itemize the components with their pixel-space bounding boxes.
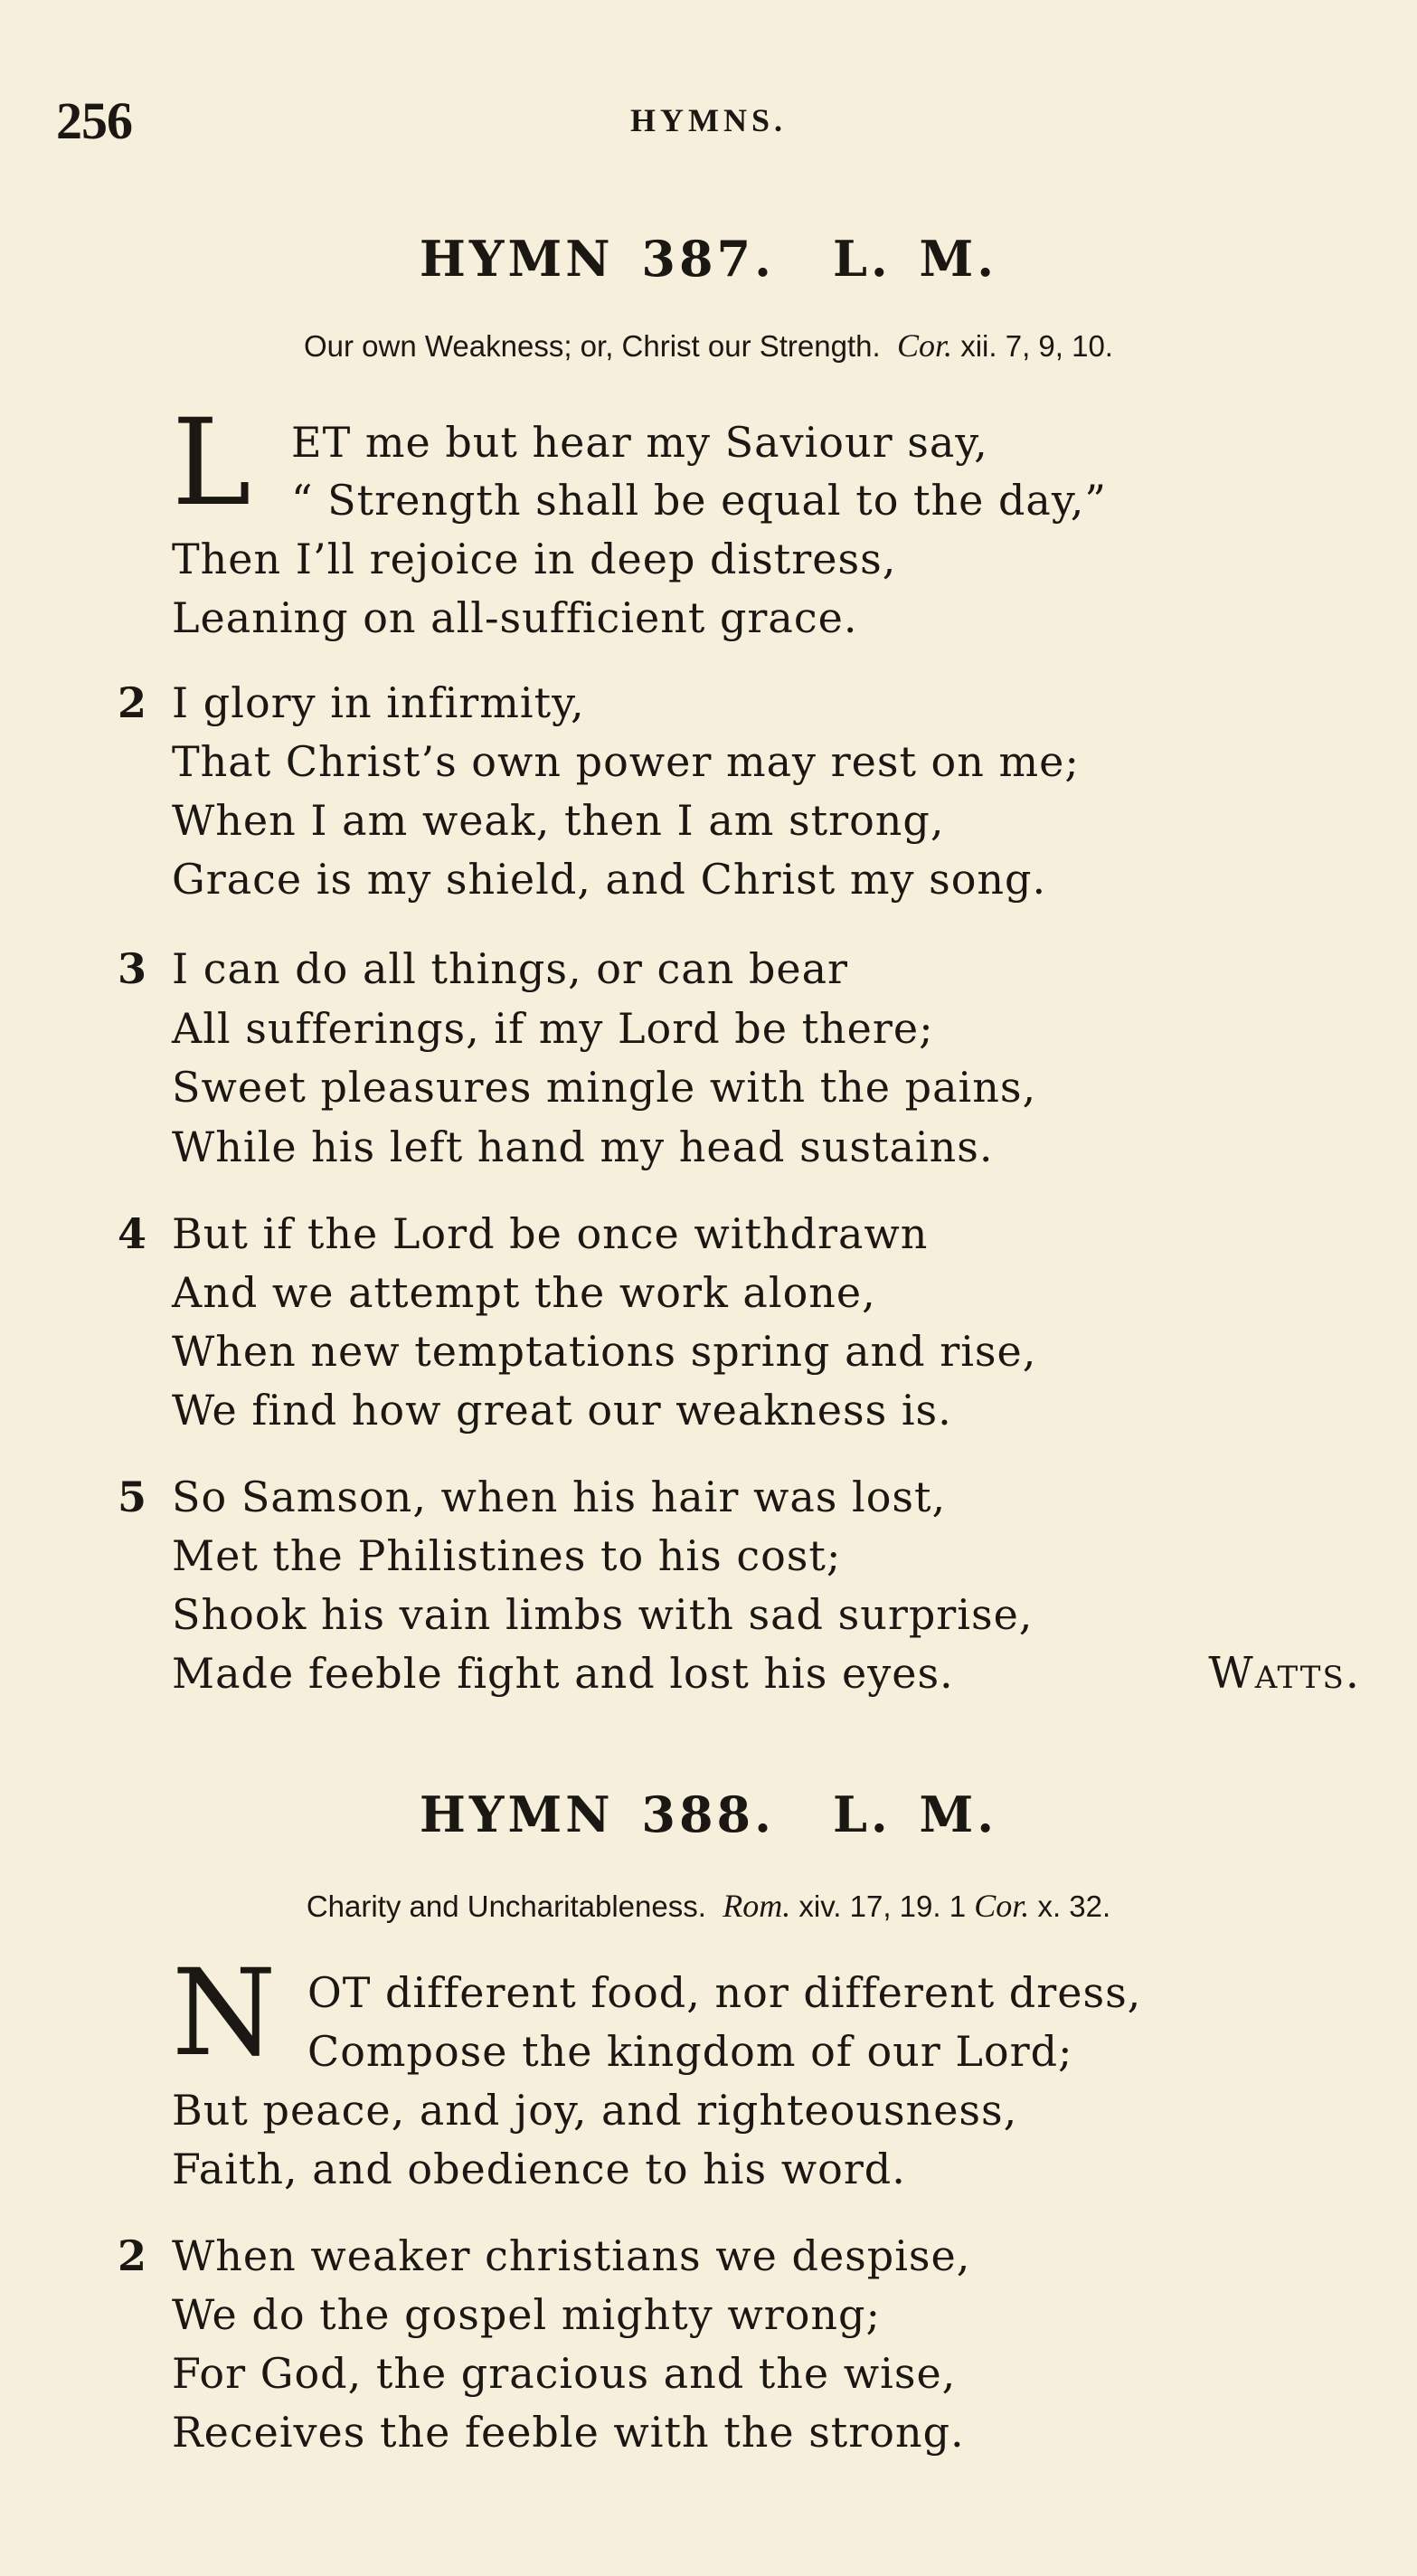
verse-line: Sweet pleasures mingle with the pains, (172, 1063, 1037, 1112)
verse-line: Met the Philistines to his cost; (172, 1531, 842, 1580)
verse-line: But if the Lord be once withdrawn (172, 1209, 929, 1258)
verse-line: Leaning on all-sufficient grace. (172, 593, 858, 642)
verse-line: That Christ’s own power may rest on me; (172, 737, 1080, 786)
verse-line: Receives the feeble with the strong. (172, 2408, 965, 2457)
verse-line: But peace, and joy, and righteousness, (172, 2086, 1018, 2135)
hymn-number: HYMN 388. (419, 1785, 775, 1843)
verse-line: OT different food, nor different dress, (307, 1968, 1142, 2017)
subtitle-topic: Our own Weakness; or, Christ our Strength. (304, 329, 881, 363)
subtitle-book: Cor. (897, 327, 953, 364)
hymn-meter: L. M. (832, 230, 998, 288)
verse-line: Made feeble fight and lost his eyes. (172, 1649, 954, 1698)
drop-cap-N: N (172, 1944, 277, 2083)
running-head: HYMNS. (630, 102, 787, 138)
verse-line: All sufferings, if my Lord be there; (172, 1004, 934, 1053)
verse-line: Then I’ll rejoice in deep distress, (172, 535, 897, 583)
hymn-author: Watts. (1208, 1648, 1361, 1699)
verse-line: When new temptations spring and rise, (172, 1327, 1037, 1376)
stanza-number: 2 (118, 678, 147, 727)
drop-cap-L: L (172, 393, 251, 533)
stanza-number: 5 (118, 1473, 147, 1521)
verse-line: When weaker christians we despise, (172, 2231, 971, 2280)
verse-line: While his left hand my head sustains. (172, 1122, 994, 1171)
verse-line: Faith, and obedience to his word. (172, 2145, 906, 2193)
hymn-meter: L. M. (832, 1785, 998, 1843)
subtitle-verses: xiv. 17, 19. 1 (798, 1889, 967, 1923)
stanza-number: 3 (118, 944, 147, 993)
subtitle-verses: xii. 7, 9, 10. (960, 329, 1113, 363)
hymn-number: HYMN 387. (419, 230, 775, 288)
hymn-387-subtitle (0, 327, 1417, 365)
verse-line: Shook his vain limbs with sad surprise, (172, 1590, 1034, 1639)
hymn-388-title (0, 1785, 1417, 1843)
verse-line: Compose the kingdom of our Lord; (307, 2027, 1073, 2076)
verse-line: For God, the gracious and the wise, (172, 2349, 957, 2398)
hymn-387-title (0, 230, 1417, 288)
page-number: 256 (56, 91, 132, 150)
verse-line: We do the gospel mighty wrong; (172, 2290, 881, 2339)
verse-line: I can do all things, or can bear (172, 944, 849, 993)
hymn-388-subtitle (0, 1887, 1417, 1925)
subtitle-book-2: Cor. (974, 1888, 1030, 1924)
verse-line: So Samson, when his hair was lost, (172, 1473, 947, 1521)
verse-line: And we attempt the work alone, (172, 1268, 876, 1317)
stanza-number: 2 (118, 2231, 147, 2280)
verse-line: I glory in infirmity, (172, 678, 585, 727)
verse-line: When I am weak, then I am strong, (172, 796, 945, 845)
stanza-number: 4 (118, 1209, 147, 1258)
verse-line: We find how great our weakness is. (172, 1386, 952, 1435)
verse-line: ET me but hear my Saviour say, (291, 418, 988, 467)
verse-line: Grace is my shield, and Christ my song. (172, 855, 1047, 904)
subtitle-verses-2: x. 32. (1037, 1889, 1111, 1923)
verse-line: “ Strength shall be equal to the day,” (291, 476, 1107, 525)
subtitle-book: Rom. (723, 1888, 791, 1924)
subtitle-topic: Charity and Uncharitableness. (306, 1889, 706, 1923)
